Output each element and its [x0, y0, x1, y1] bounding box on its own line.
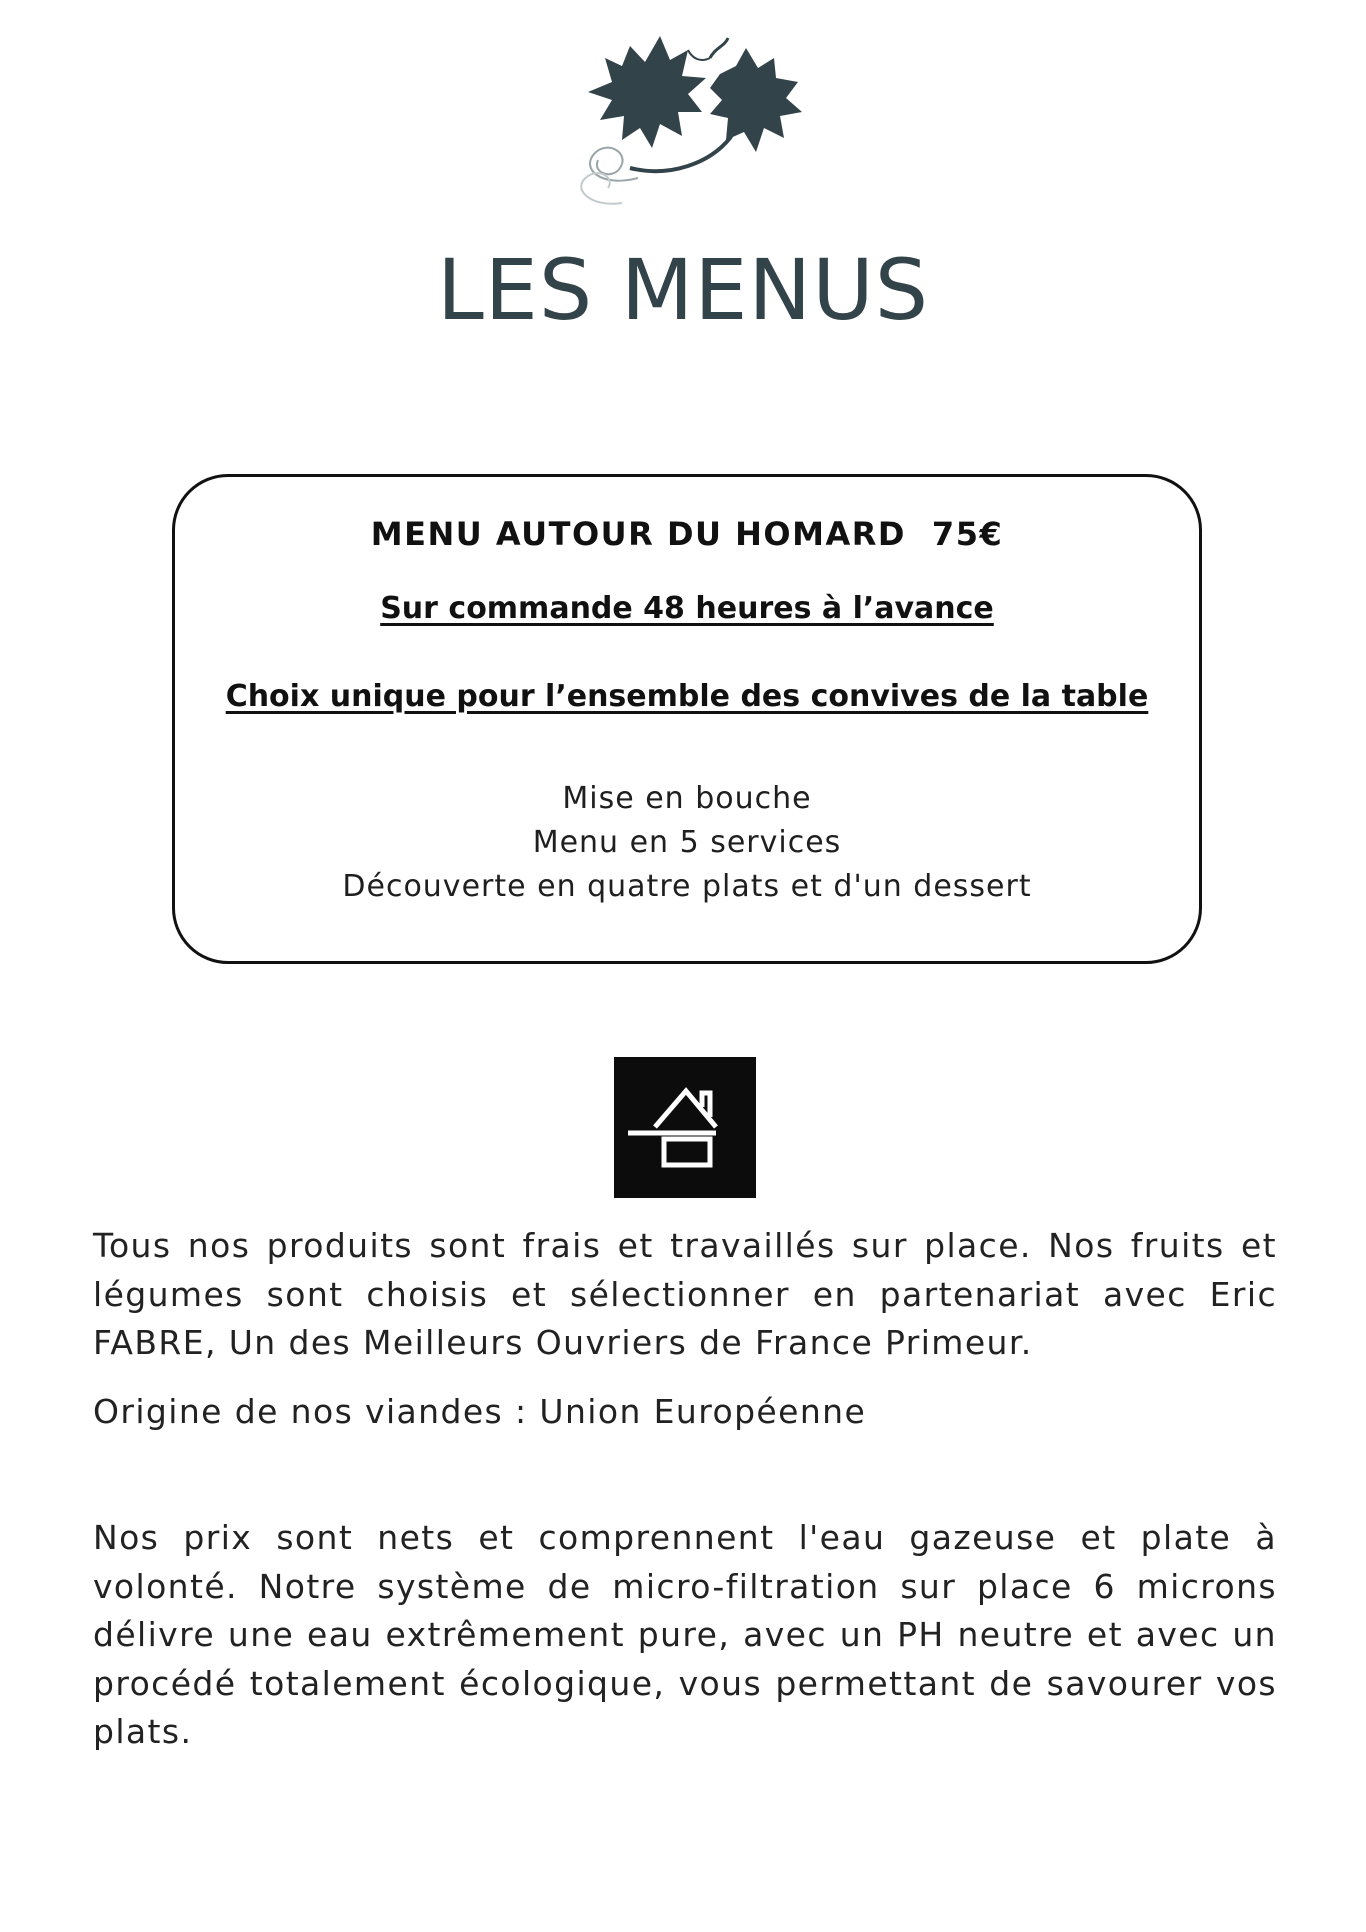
menu-price: 75€	[931, 515, 1004, 553]
menu-note-order: Sur commande 48 heures à l’avance	[380, 591, 994, 626]
menu-card	[172, 474, 1202, 964]
fait-maison-house-icon	[614, 1057, 756, 1198]
page-title: LES MENUS	[436, 241, 930, 339]
house-icon	[614, 1057, 756, 1198]
menu-title	[175, 515, 1199, 553]
grape-leaf-logo-icon	[560, 28, 810, 228]
menu-line: Menu en 5 services	[532, 825, 842, 860]
menu-lines	[175, 777, 1199, 909]
produits-paragraph: Tous nos produits sont frais et travaillés sur place. Nos fruits et légumes sont choisis et sélectionner en partenariat avec Eric FABRE, Un des Meilleurs Ouvriers de France Primeur.	[93, 1226, 1277, 1362]
eau-paragraph: Nos prix sont nets et comprennent l'eau gazeuse et plate à volonté. Notre système de micro-filtration sur place 6 microns délivre une eau extrêmement pure, avec un PH neutre et avec un procédé totalement écologique, vous permettant de savourer vos plats.	[93, 1518, 1277, 1751]
menu-line: Découverte en quatre plats et d'un dessert	[342, 869, 1032, 904]
menu-name: MENU AUTOUR DU HOMARD	[370, 515, 906, 553]
menu-note-table: Choix unique pour l’ensemble des convives de la table	[225, 679, 1149, 714]
menu-line: Mise en bouche	[562, 781, 812, 816]
origine-paragraph: Origine de nos viandes : Union Européenne	[93, 1392, 867, 1431]
